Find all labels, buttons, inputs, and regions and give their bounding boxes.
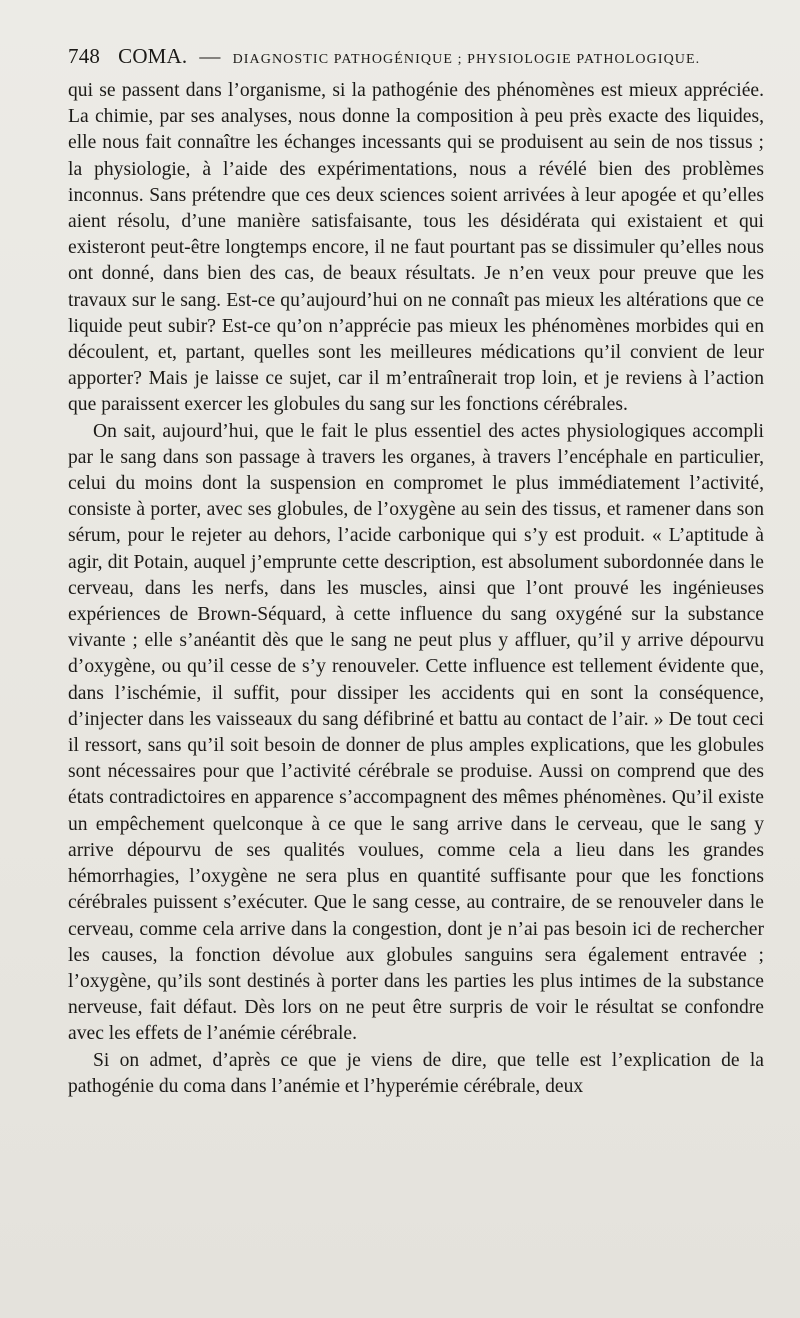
header-dash: — <box>199 44 221 68</box>
running-head <box>68 44 764 78</box>
paragraph-continuation: qui se passent dans l’organisme, si la pathogénie des phénomènes est mieux appréciée. La chimie, par ses analyses, nous donne la composition à peu près exacte des liquides, elle nous fait connaître les échanges incessants qui se produisent au sein de nos tissus ; la physiologie, à l’aide des expérimentations, nous a révélé bien des problèmes inconnus. Sans prétendre que ces deux sciences soient arrivées à leur apogée et qu’elles aient résolu, d’une manière satisfaisante, tous les désidérata qui existaient et qui existeront peut-être longtemps encore, il ne faut pourtant pas se dissimuler qu’elles nous ont donné, dans bien des cas, de beaux résultats. Je n’en veux pour preuve que les travaux sur le sang. Est-ce qu’aujourd’hui on ne connaît pas mieux les altérations que ce liquide peut subir? Est-ce qu’on n’apprécie pas mieux les phénomènes morbides qui en découlent, et, partant, quelles sont les meilleures médications qu’il convient de leur apporter? Mais je laisse ce sujet, car il m’entraînerait trop loin, et je reviens à l’action que paraissent exercer les globules du sang sur les fonctions cérébrales. <box>68 80 764 416</box>
section-subtitle: DIAGNOSTIC PATHOGÉNIQUE ; PHYSIOLOGIE PATHOLOGIQUE. <box>232 52 701 67</box>
body-text <box>68 78 764 1100</box>
section-title: COMA. <box>118 44 188 68</box>
paragraph-globules: On sait, aujourd’hui, que le fait le plus essentiel des actes physiologiques accompli par le sang dans son passage à travers les organes, à travers l’encéphale en particulier, celui du moins dont la suspension en compromet le plus immédiatement l’activité, consiste à porter, avec ses globules, de l’oxygène au sein des tissus, et ramener dans son sérum, pour le rejeter au dehors, l’acide carbonique qui s’y est produit. « L’aptitude à agir, dit Potain, auquel j’emprunte cette description, est absolument subordonnée dans le cerveau, dans les nerfs, dans les muscles, ainsi que l’ont prouvé les ingénieuses expériences de Brown-Séquard, à cette influence du sang oxygéné sur la substance vivante ; elle s’anéantit dès que le sang ne peut plus y affluer, qu’il y arrive dépourvu d’oxygène, ou qu’il cesse de s’y renouveler. Cette influence est tellement évidente que, dans l’ischémie, il suffit, pour dissiper les accidents qui en sont la conséquence, d’injecter dans les vaisseaux du sang défibriné et battu au contact de l’air. » De tout ceci il ressort, sans qu’il soit besoin de donner de plus amples explications, que les globules sont nécessaires pour que l’activité cérébrale se produise. Aussi on comprend que des états contradictoires en apparence s’accompagnent des mêmes phénomènes. Qu’il existe un empêchement quelconque à ce que le sang arrive dans le cerveau, que le sang y arrive dépourvu de ses qualités voulues, comme cela a lieu dans les grandes hémorrhagies, l’oxygène ne sera plus en quantité suffisante pour que les fonctions cérébrales puissent s’exécuter. Que le sang cesse, au contraire, de se renouveler dans le cerveau, comme cela arrive dans la congestion, dont je n’ai pas besoin ici de rechercher les causes, la fonction dévolue aux globules sanguins sera également entravée ; l’oxygène, qu’ils sont destinés à porter dans les parties les plus intimes de la substance nerveuse, fait défaut. Dès lors on ne peut être surpris de voir le résultat se confondre avec les effets de l’anémie cérébrale. <box>68 420 764 1045</box>
page-number: 748 <box>68 44 101 68</box>
paragraph-conclusion: Si on admet, d’après ce que je viens de dire, que telle est l’explication de la pathogénie du coma dans l’anémie et l’hyperémie cérébrale, deux <box>68 1049 764 1097</box>
